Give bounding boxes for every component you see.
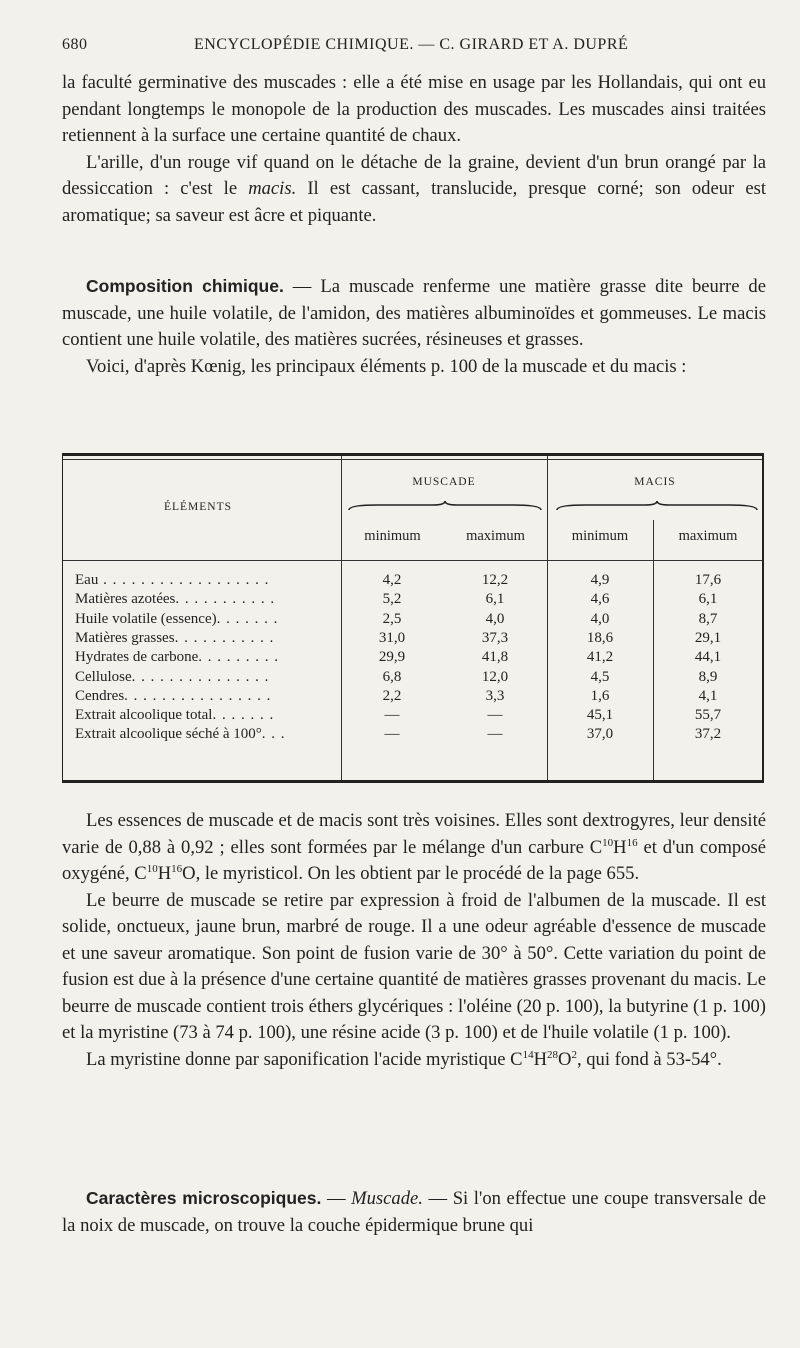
cell-c-min: 4,0 (590, 610, 610, 627)
cell-c-min: 18,6 (586, 629, 614, 646)
leader-dots: . . . . . . . (216, 610, 279, 627)
composition-section (62, 273, 766, 380)
cell-c-max: 29,1 (694, 629, 722, 646)
cell-c-min: 4,6 (590, 591, 610, 608)
composition-paragraph-2: Voici, d'après Kœnig, les principaux éléments p. 100 de la muscade et du macis : (86, 355, 687, 377)
subheader-macis-min: minimum (571, 528, 629, 544)
element-label: Huile volatile (essence) (75, 610, 217, 627)
cell-m-max: 12,0 (481, 668, 509, 685)
essences-section (62, 808, 766, 1073)
cell-c-max: 17,6 (694, 572, 722, 588)
col-header-muscade: MUSCADE (412, 476, 476, 488)
table-row (63, 669, 763, 688)
cell-m-min: 6,8 (382, 668, 402, 685)
cell-c-max: 37,2 (694, 726, 722, 743)
cell-m-max: 37,3 (481, 629, 509, 646)
cell-c-max: 44,1 (694, 649, 722, 666)
cell-m-min: 4,2 (382, 572, 402, 588)
element-label: Matières azotées (75, 591, 176, 608)
muscade-subheading: Muscade. (351, 1188, 423, 1209)
cell-m-max: — (487, 726, 503, 743)
formula-sup: 14 (522, 1048, 534, 1061)
formula-sup: 16 (171, 862, 183, 875)
cell-m-max: 4,0 (485, 610, 505, 627)
cell-m-max: 12,2 (481, 572, 509, 588)
element-name (75, 572, 343, 589)
subheader-macis-max: maximum (678, 528, 738, 544)
table-row (63, 649, 763, 668)
element-name (75, 688, 343, 705)
cell-m-min: 2,2 (382, 687, 402, 704)
leader-dots: . . . . . . . . . . . . . . . . (124, 687, 272, 704)
cell-c-max: 8,9 (698, 668, 718, 685)
essences-text-a: Les essences de muscade et de macis sont très voisines. Elles sont dextrogyres, leur densité varie de 0,88 à 0,92 ; elles sont formées par le mélange d'un carbure C (62, 810, 766, 858)
formula-symbol: H (157, 863, 172, 884)
intro-p2-text-b: Il est cassant, translucide, presque corné; son odeur est aromatique; sa saveur est âcre et piquante. (62, 178, 766, 226)
muscade-brace-icon (347, 500, 543, 514)
running-title: ENCYCLOPÉDIE CHIMIQUE. — C. GIRARD ET A. DUPRÉ (194, 36, 629, 53)
element-label: Eau (75, 572, 99, 588)
essences-text-b: et d'un composé oxygéné, C (62, 836, 767, 884)
composition-paragraph-1 (62, 273, 766, 354)
formula-sup: 2 (571, 1048, 577, 1061)
element-name (75, 669, 343, 686)
myristine-text-a: La myristine donne par saponification l'acide myristique C (86, 1048, 523, 1070)
element-label: Extrait alcoolique séché à 100° (75, 726, 262, 743)
leader-dots: . . . . . . . . . . . (174, 629, 275, 646)
cell-c-max: 6,1 (698, 591, 718, 608)
leader-dots: . . . . . . . . . . . (175, 591, 276, 608)
subheader-muscade-min: minimum (364, 528, 421, 544)
cell-c-max: 8,7 (698, 610, 718, 627)
element-name (75, 649, 343, 666)
element-name (75, 630, 343, 647)
table-row (63, 688, 763, 707)
cell-c-min: 1,6 (590, 687, 610, 704)
table-row (63, 572, 763, 591)
element-label: Extrait alcoolique total (75, 707, 213, 724)
header-rule (63, 560, 762, 561)
microscopic-dash: — (321, 1188, 352, 1209)
section-title-composition: Composition chimique. (86, 276, 284, 296)
formula-sup: 10 (602, 836, 614, 849)
intro-section (62, 70, 766, 229)
formula-sup: 16 (626, 836, 638, 849)
cell-m-min: 31,0 (378, 629, 406, 646)
table-rule (63, 459, 762, 460)
myristine-paragraph (62, 1047, 766, 1074)
microscopic-paragraph (62, 1185, 766, 1239)
element-label: Matières grasses (75, 629, 175, 646)
table-row (63, 630, 763, 649)
col-header-macis: MACIS (634, 476, 676, 488)
myristine-text-b: , qui fond à 53-54°. (576, 1048, 722, 1070)
composition-table (62, 453, 764, 783)
element-name (75, 591, 343, 608)
cell-c-min: 4,9 (590, 572, 610, 588)
element-label: Cellulose (75, 668, 132, 685)
cell-c-min: 4,5 (590, 668, 610, 685)
cell-c-min: 37,0 (586, 726, 614, 743)
intro-paragraph-1: la faculté germinative des muscades : elle a été mise en usage par les Hollandais, qui ont eu pendant longtemps le monopole de la production des muscades. Les muscades ainsi traitées retiennent à la surface une certaine quantité de chaux. (62, 72, 766, 146)
cell-m-max: 3,3 (485, 687, 505, 704)
formula-symbol: O (558, 1048, 572, 1070)
page-number: 680 (62, 36, 88, 53)
section-title-microscopic: Caractères microscopiques. (86, 1188, 322, 1208)
cell-m-min: — (384, 726, 400, 743)
formula-sup: 28 (547, 1048, 559, 1061)
cell-m-max: — (487, 707, 503, 724)
cell-m-min: 5,2 (382, 591, 402, 608)
element-label: Hydrates de carbone (75, 649, 199, 666)
microscopic-section (62, 1185, 766, 1239)
cell-m-min: 29,9 (378, 649, 406, 666)
leader-dots: . . . . . . . (212, 707, 275, 724)
element-name (75, 707, 343, 724)
intro-paragraph-2 (62, 150, 766, 230)
cell-m-max: 6,1 (485, 591, 505, 608)
formula-symbol: H (613, 836, 627, 858)
leader-dots: . . . . . . . . . . . . . . . . . . (98, 572, 270, 588)
essences-paragraph (62, 808, 766, 888)
cell-c-min: 41,2 (586, 649, 614, 666)
table-row (63, 591, 763, 610)
essences-text-c: O, le myristicol. On les obtient par le procédé de la page 655. (182, 863, 640, 884)
cell-m-min: 2,5 (382, 610, 402, 627)
formula-symbol: H (533, 1048, 548, 1070)
leader-dots: . . . . . . . . . . . . . . . (131, 668, 270, 685)
leader-dots: . . . (261, 726, 286, 743)
col-header-elements: ÉLÉMENTS (163, 501, 233, 513)
beurre-paragraph: Le beurre de muscade se retire par expression à froid de l'albumen de la muscade. Il est solide, onctueux, jaune brun, marbré de rouge. Il a une odeur agréable d'essence de muscade et une saveur aromatique. Son point de fusion varie de 30° à 50°. Cette variation du point de fusion est due à la présence d'une certaine quantité de matières grasses provenant du macis. Le beurre de muscade contient trois éthers glycériques : l'oléine (20 p. 100), la butyrine (1 p. 100) et la myristine (73 à 74 p. 100), une résine acide (3 p. 100) et de l'huile volatile (1 p. 100). (62, 889, 766, 1043)
composition-text: — La muscade renferme une matière grasse dite beurre de muscade, une huile volatile, de l'amidon, des matières albuminoïdes et gommeuses. Le macis contient une huile volatile, des matières sucrées, résineuses et grasses. (62, 276, 766, 350)
cell-c-min: 45,1 (586, 707, 614, 724)
intro-p2-text-a: L'arille, d'un rouge vif quand on le détache de la graine, devient d'un brun orangé par la dessiccation : c'est le (62, 151, 766, 199)
table-row (63, 707, 763, 726)
leader-dots: . . . . . . . . . (198, 649, 280, 666)
microscopic-text: — Si l'on effectue une coupe transversale de la noix de muscade, on trouve la couche épidermique brune qui (62, 1188, 766, 1236)
cell-m-min: — (384, 707, 400, 724)
element-name (75, 611, 343, 628)
formula-sup: 10 (146, 862, 158, 875)
cell-c-max: 55,7 (694, 707, 722, 724)
subheader-muscade-max: maximum (466, 528, 525, 544)
table-row (63, 726, 763, 745)
table-row (63, 611, 763, 630)
macis-brace-icon (555, 500, 759, 514)
cell-m-max: 41,8 (481, 649, 509, 666)
cell-c-max: 4,1 (698, 687, 718, 704)
macis-term: macis. (248, 178, 297, 199)
element-name (75, 726, 343, 743)
element-label: Cendres (75, 687, 125, 704)
